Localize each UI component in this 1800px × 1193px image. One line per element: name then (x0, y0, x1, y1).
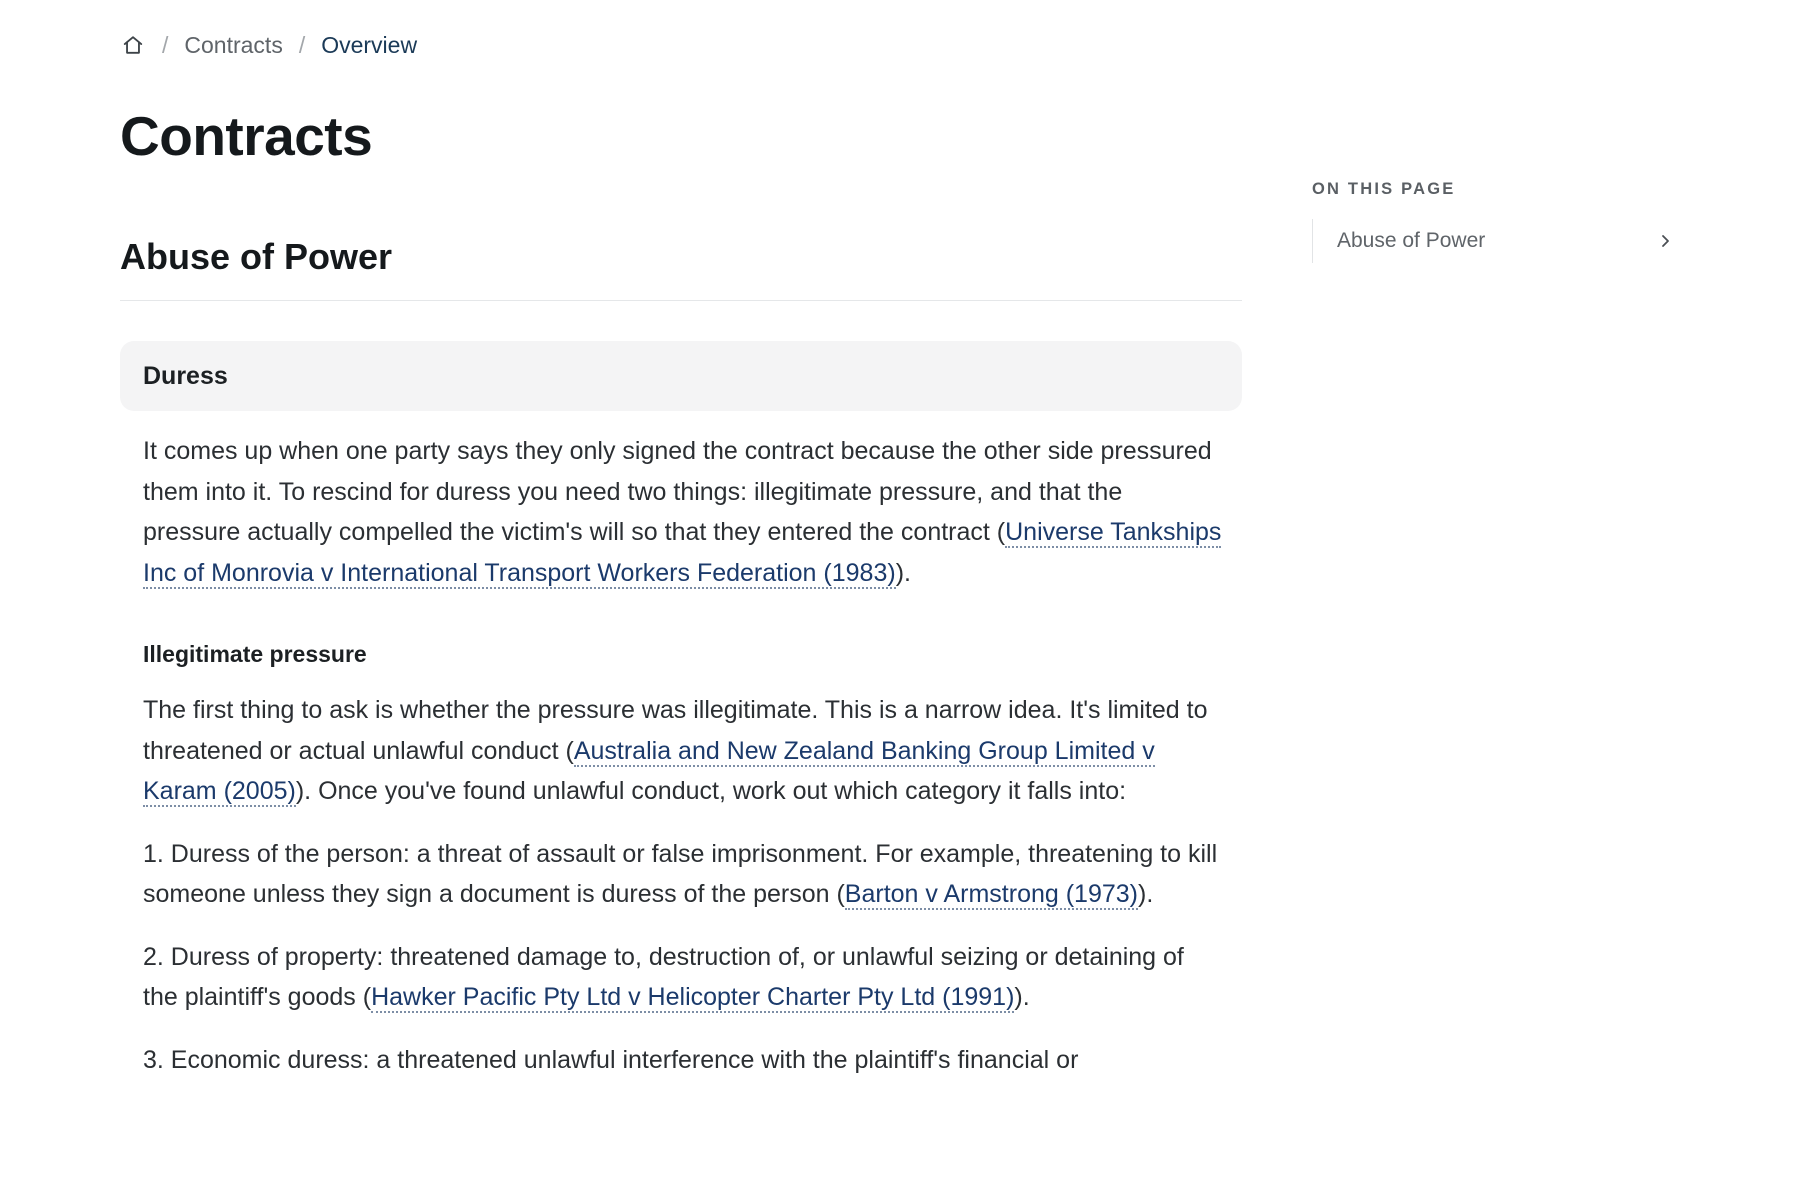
toc-title: ON THIS PAGE (1312, 180, 1456, 198)
paragraph-text: ). Once you've found unlawful conduct, work out which category it falls into: (295, 777, 1127, 805)
main-content (120, 236, 1242, 1080)
callout-label: Duress (143, 361, 228, 390)
home-icon[interactable] (120, 32, 146, 58)
section-body (120, 431, 1242, 1080)
paragraph-text: ). (1014, 983, 1030, 1011)
case-link-universe-tankships[interactable]: Universe Tankships Inc of Monrovia v International Transport Workers Federation (1983) (143, 518, 1222, 587)
breadcrumb-separator: / (298, 31, 306, 58)
list-item-duress-of-person (143, 834, 1222, 915)
case-link-anz-v-karam[interactable]: Australia and New Zealand Banking Group Limited v Karam (2005) (143, 736, 1155, 805)
intro-paragraph (143, 431, 1222, 593)
list-item-duress-of-property (143, 937, 1222, 1018)
breadcrumb-separator: / (162, 31, 169, 58)
toc-item-abuse-of-power[interactable] (1312, 219, 1672, 263)
case-link-hawker-pacific[interactable]: Hawker Pacific Pty Ltd v Helicopter Charter Pty Ltd (1991) (371, 983, 1015, 1011)
breadcrumb-item-contracts[interactable]: Contracts (184, 31, 283, 58)
on-this-page (1312, 180, 1672, 263)
paragraph-text: ). (895, 558, 911, 587)
page-title: Contracts (120, 105, 373, 167)
paragraph-text: 2. Duress of property: threatened damage to, destruction of, or unlawful seizing or detaining of the plaintiff's goods ( (143, 942, 1184, 1011)
paragraph-text: It comes up when one party says they only signed the contract because the other side pressured them into it. To rescind for duress you need two things: illegitimate pressure, and that the pressure actually compelled the victim's will so that they entered the contract ( (143, 437, 1212, 546)
breadcrumb-item-overview[interactable]: Overview (321, 31, 418, 58)
pressure-paragraph (143, 690, 1222, 812)
chevron-right-icon (1659, 234, 1671, 248)
duress-callout (120, 341, 1242, 411)
sub-heading-illegitimate-pressure: Illegitimate pressure (143, 641, 367, 667)
toc-item-label: Abuse of Power (1337, 229, 1486, 252)
paragraph-text: ). (1138, 880, 1154, 908)
paragraph-text: 3. Economic duress: a threatened unlawful interference with the plaintiff's financial or (143, 1045, 1079, 1074)
paragraph-text: The first thing to ask is whether the pressure was illegitimate. This is a narrow idea. It's limited to threatened or actual unlawful conduct ( (143, 696, 1208, 765)
list-item-economic-duress (143, 1040, 1222, 1081)
breadcrumb (120, 28, 417, 62)
case-link-barton-v-armstrong[interactable]: Barton v Armstrong (1973) (844, 880, 1138, 908)
section-title: Abuse of Power (120, 236, 1242, 301)
paragraph-text: 1. Duress of the person: a threat of assault or false imprisonment. For example, threatening to kill someone unless they sign a document is duress of the person ( (143, 839, 1218, 908)
